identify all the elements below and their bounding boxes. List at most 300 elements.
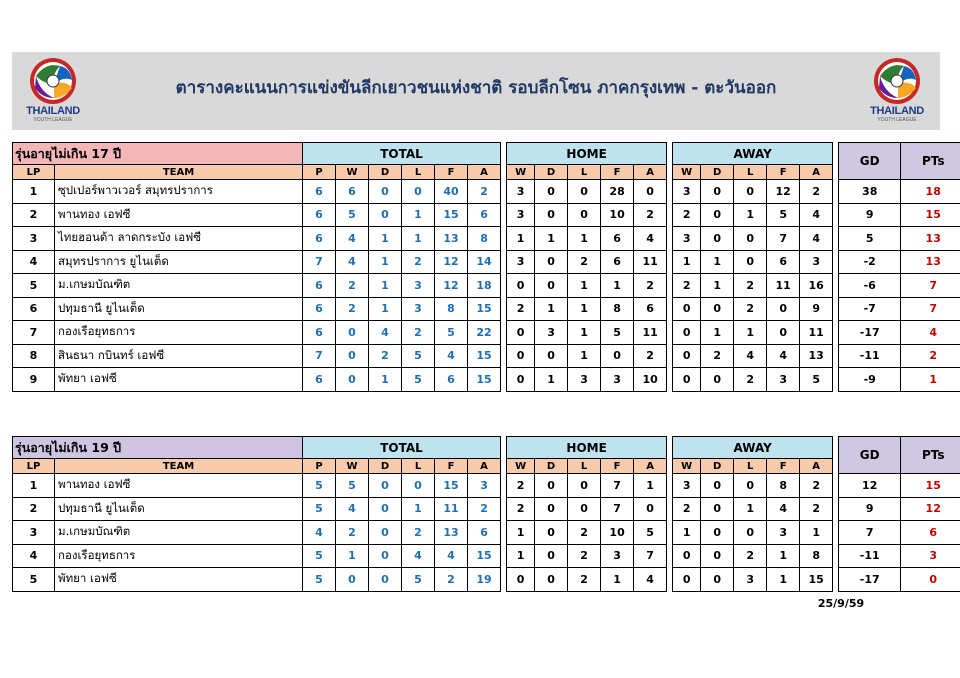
total-stat-cell: 40	[435, 180, 468, 204]
home-stat-cell: 1	[507, 544, 535, 568]
total-stat-cell: 15	[468, 297, 501, 321]
table-row	[13, 344, 960, 368]
points-cell: 7	[901, 274, 960, 298]
col-header: D	[701, 459, 734, 474]
home-stat-cell: 0	[507, 368, 535, 392]
away-stat-cell: 15	[800, 568, 833, 592]
total-stat-cell: 0	[402, 474, 435, 498]
away-stat-cell: 0	[701, 544, 734, 568]
home-stat-cell: 3	[568, 368, 601, 392]
table-row	[13, 274, 960, 298]
rank-cell: 3	[13, 521, 55, 545]
total-stat-cell: 6	[303, 274, 336, 298]
home-stat-cell: 3	[535, 321, 568, 345]
table-row	[13, 474, 960, 498]
total-stat-cell: 4	[303, 521, 336, 545]
away-stat-cell: 4	[800, 227, 833, 251]
total-stat-cell: 2	[336, 521, 369, 545]
team-name-cell: ม.เกษมบัณฑิต	[55, 274, 303, 298]
col-header: A	[468, 459, 501, 474]
total-stat-cell: 1	[402, 227, 435, 251]
total-stat-cell: 6	[336, 180, 369, 204]
away-stat-cell: 0	[673, 297, 701, 321]
home-stat-cell: 2	[568, 568, 601, 592]
lp-header: LP	[13, 459, 55, 474]
total-stat-cell: 2	[435, 568, 468, 592]
total-stat-cell: 22	[468, 321, 501, 345]
total-stat-cell: 0	[369, 497, 402, 521]
total-stat-cell: 12	[435, 250, 468, 274]
home-stat-cell: 3	[507, 180, 535, 204]
home-stat-cell: 4	[634, 227, 667, 251]
away-stat-cell: 2	[701, 344, 734, 368]
away-stat-cell: 1	[701, 321, 734, 345]
total-stat-cell: 3	[468, 474, 501, 498]
col-header: F	[601, 165, 634, 180]
rank-cell: 9	[13, 368, 55, 392]
away-header: AWAY	[673, 437, 833, 459]
total-stat-cell: 15	[468, 368, 501, 392]
goal-difference-cell: 7	[839, 521, 901, 545]
col-header: F	[767, 459, 800, 474]
away-stat-cell: 0	[701, 474, 734, 498]
away-stat-cell: 2	[734, 544, 767, 568]
away-stat-cell: 0	[673, 344, 701, 368]
goal-difference-cell: -17	[839, 321, 901, 345]
total-stat-cell: 4	[369, 321, 402, 345]
away-stat-cell: 1	[800, 521, 833, 545]
total-stat-cell: 5	[336, 474, 369, 498]
away-stat-cell: 4	[800, 203, 833, 227]
home-stat-cell: 0	[568, 180, 601, 204]
away-stat-cell: 1	[767, 544, 800, 568]
away-stat-cell: 0	[701, 180, 734, 204]
team-name-cell: พานทอง เอฟซี	[55, 203, 303, 227]
away-stat-cell: 6	[767, 250, 800, 274]
team-header: TEAM	[55, 459, 303, 474]
away-stat-cell: 1	[673, 521, 701, 545]
total-stat-cell: 13	[435, 521, 468, 545]
total-stat-cell: 5	[303, 568, 336, 592]
total-stat-cell: 2	[336, 274, 369, 298]
rank-cell: 2	[13, 203, 55, 227]
col-header: W	[673, 165, 701, 180]
thailand-youth-league-logo: THAILAND YOUTH LEAGUE	[16, 54, 90, 128]
total-stat-cell: 0	[369, 568, 402, 592]
home-stat-cell: 0	[568, 497, 601, 521]
col-header: P	[303, 459, 336, 474]
home-stat-cell: 2	[568, 250, 601, 274]
home-stat-cell: 0	[507, 568, 535, 592]
col-header: A	[800, 459, 833, 474]
home-stat-cell: 0	[634, 497, 667, 521]
rank-cell: 4	[13, 250, 55, 274]
away-stat-cell: 1	[734, 321, 767, 345]
points-cell: 6	[901, 521, 960, 545]
table-row	[13, 568, 960, 592]
away-stat-cell: 2	[734, 297, 767, 321]
away-stat-cell: 0	[734, 474, 767, 498]
standings-table-u17	[12, 142, 960, 392]
home-stat-cell: 2	[634, 344, 667, 368]
home-stat-cell: 0	[507, 321, 535, 345]
total-stat-cell: 0	[369, 544, 402, 568]
col-header: F	[767, 165, 800, 180]
away-stat-cell: 0	[701, 297, 734, 321]
total-stat-cell: 0	[336, 568, 369, 592]
away-stat-cell: 4	[767, 497, 800, 521]
total-header: TOTAL	[303, 437, 501, 459]
home-stat-cell: 1	[601, 274, 634, 298]
away-stat-cell: 0	[734, 521, 767, 545]
total-stat-cell: 6	[303, 180, 336, 204]
goal-difference-cell: 9	[839, 203, 901, 227]
total-stat-cell: 6	[303, 368, 336, 392]
home-stat-cell: 0	[601, 344, 634, 368]
standings-table-u19	[12, 436, 960, 592]
rank-cell: 1	[13, 474, 55, 498]
total-stat-cell: 0	[336, 321, 369, 345]
away-stat-cell: 3	[673, 227, 701, 251]
away-stat-cell: 4	[767, 344, 800, 368]
total-stat-cell: 1	[369, 297, 402, 321]
team-name-cell: ปทุมธานี ยูไนเต็ด	[55, 497, 303, 521]
total-stat-cell: 19	[468, 568, 501, 592]
col-header: F	[435, 459, 468, 474]
col-header: W	[507, 459, 535, 474]
total-stat-cell: 1	[369, 274, 402, 298]
total-stat-cell: 3	[402, 274, 435, 298]
home-stat-cell: 7	[601, 474, 634, 498]
total-header: TOTAL	[303, 143, 501, 165]
total-stat-cell: 1	[336, 544, 369, 568]
total-stat-cell: 14	[468, 250, 501, 274]
home-stat-cell: 1	[507, 227, 535, 251]
total-stat-cell: 2	[402, 250, 435, 274]
col-header: D	[535, 165, 568, 180]
away-stat-cell: 3	[800, 250, 833, 274]
home-stat-cell: 11	[634, 250, 667, 274]
home-stat-cell: 0	[535, 203, 568, 227]
gd-header: GD	[839, 437, 901, 474]
away-stat-cell: 0	[734, 250, 767, 274]
points-cell: 13	[901, 250, 960, 274]
total-stat-cell: 0	[369, 521, 402, 545]
home-stat-cell: 0	[535, 521, 568, 545]
total-stat-cell: 6	[303, 227, 336, 251]
table-row	[13, 497, 960, 521]
home-stat-cell: 3	[601, 544, 634, 568]
home-stat-cell: 0	[507, 344, 535, 368]
total-stat-cell: 2	[369, 344, 402, 368]
team-name-cell: สินธนา กบินทร์ เอฟซี	[55, 344, 303, 368]
total-stat-cell: 0	[369, 203, 402, 227]
goal-difference-cell: -11	[839, 344, 901, 368]
team-header: TEAM	[55, 165, 303, 180]
col-header: L	[734, 165, 767, 180]
total-stat-cell: 15	[468, 544, 501, 568]
home-stat-cell: 0	[507, 274, 535, 298]
table-row	[13, 180, 960, 204]
home-stat-cell: 0	[535, 180, 568, 204]
away-stat-cell: 2	[673, 274, 701, 298]
away-stat-cell: 3	[673, 180, 701, 204]
away-stat-cell: 0	[673, 321, 701, 345]
away-stat-cell: 1	[767, 568, 800, 592]
home-stat-cell: 2	[507, 497, 535, 521]
home-stat-cell: 0	[535, 274, 568, 298]
col-header: L	[402, 165, 435, 180]
away-stat-cell: 3	[673, 474, 701, 498]
away-stat-cell: 5	[767, 203, 800, 227]
home-stat-cell: 10	[601, 521, 634, 545]
total-stat-cell: 2	[336, 297, 369, 321]
home-stat-cell: 11	[634, 321, 667, 345]
home-stat-cell: 0	[568, 203, 601, 227]
away-stat-cell: 16	[800, 274, 833, 298]
away-stat-cell: 0	[701, 227, 734, 251]
team-name-cell: สมุทรปราการ ยูไนเต็ด	[55, 250, 303, 274]
home-stat-cell: 2	[507, 474, 535, 498]
col-header: W	[507, 165, 535, 180]
total-stat-cell: 4	[336, 497, 369, 521]
total-stat-cell: 8	[468, 227, 501, 251]
away-stat-cell: 1	[701, 250, 734, 274]
total-stat-cell: 4	[435, 544, 468, 568]
home-stat-cell: 1	[568, 227, 601, 251]
away-stat-cell: 12	[767, 180, 800, 204]
points-cell: 3	[901, 544, 960, 568]
home-stat-cell: 3	[507, 250, 535, 274]
home-stat-cell: 2	[507, 297, 535, 321]
home-stat-cell: 8	[601, 297, 634, 321]
col-header: A	[468, 165, 501, 180]
away-stat-cell: 1	[734, 203, 767, 227]
away-stat-cell: 11	[800, 321, 833, 345]
total-stat-cell: 1	[369, 250, 402, 274]
total-stat-cell: 6	[303, 203, 336, 227]
total-stat-cell: 2	[402, 321, 435, 345]
col-header: W	[336, 459, 369, 474]
table-row	[13, 544, 960, 568]
points-cell: 15	[901, 203, 960, 227]
goal-difference-cell: 5	[839, 227, 901, 251]
col-header: W	[336, 165, 369, 180]
total-stat-cell: 4	[402, 544, 435, 568]
away-stat-cell: 4	[734, 344, 767, 368]
home-stat-cell: 0	[535, 568, 568, 592]
home-stat-cell: 5	[601, 321, 634, 345]
away-stat-cell: 0	[734, 180, 767, 204]
total-stat-cell: 5	[336, 203, 369, 227]
away-stat-cell: 11	[767, 274, 800, 298]
table-row	[13, 521, 960, 545]
goal-difference-cell: -17	[839, 568, 901, 592]
table-row	[13, 321, 960, 345]
goal-difference-cell: -7	[839, 297, 901, 321]
total-stat-cell: 4	[336, 250, 369, 274]
home-stat-cell: 1	[568, 274, 601, 298]
points-cell: 15	[901, 474, 960, 498]
home-stat-cell: 10	[634, 368, 667, 392]
total-stat-cell: 5	[402, 568, 435, 592]
col-header: D	[369, 459, 402, 474]
rank-cell: 2	[13, 497, 55, 521]
home-stat-cell: 1	[601, 568, 634, 592]
total-stat-cell: 15	[435, 474, 468, 498]
away-stat-cell: 8	[767, 474, 800, 498]
rank-cell: 8	[13, 344, 55, 368]
col-header: D	[369, 165, 402, 180]
col-header: F	[601, 459, 634, 474]
total-stat-cell: 18	[468, 274, 501, 298]
rank-cell: 3	[13, 227, 55, 251]
total-stat-cell: 1	[402, 497, 435, 521]
away-stat-cell: 0	[673, 368, 701, 392]
table-row	[13, 368, 960, 392]
gd-header: GD	[839, 143, 901, 180]
total-stat-cell: 0	[336, 368, 369, 392]
total-stat-cell: 0	[369, 180, 402, 204]
home-stat-cell: 2	[568, 521, 601, 545]
home-stat-cell: 0	[535, 497, 568, 521]
total-stat-cell: 2	[402, 521, 435, 545]
home-header: HOME	[507, 143, 667, 165]
home-stat-cell: 1	[535, 227, 568, 251]
points-cell: 12	[901, 497, 960, 521]
away-stat-cell: 1	[673, 250, 701, 274]
points-cell: 1	[901, 368, 960, 392]
away-stat-cell: 1	[701, 274, 734, 298]
col-header: A	[634, 165, 667, 180]
home-stat-cell: 2	[634, 203, 667, 227]
goal-difference-cell: 12	[839, 474, 901, 498]
total-stat-cell: 13	[435, 227, 468, 251]
rank-cell: 7	[13, 321, 55, 345]
home-stat-cell: 1	[535, 297, 568, 321]
total-stat-cell: 5	[435, 321, 468, 345]
home-stat-cell: 2	[568, 544, 601, 568]
points-cell: 7	[901, 297, 960, 321]
table-row	[13, 203, 960, 227]
away-stat-cell: 0	[701, 368, 734, 392]
total-stat-cell: 3	[402, 297, 435, 321]
age-group-title: รุ่นอายุไม่เกิน 17 ปี	[13, 143, 303, 165]
away-stat-cell: 2	[673, 203, 701, 227]
col-header: L	[568, 165, 601, 180]
update-date: 25/9/59	[817, 597, 865, 610]
away-stat-cell: 8	[800, 544, 833, 568]
home-stat-cell: 4	[634, 568, 667, 592]
total-stat-cell: 1	[402, 203, 435, 227]
points-cell: 0	[901, 568, 960, 592]
home-stat-cell: 0	[535, 250, 568, 274]
rank-cell: 1	[13, 180, 55, 204]
away-stat-cell: 0	[701, 521, 734, 545]
away-stat-cell: 2	[800, 180, 833, 204]
home-stat-cell: 10	[601, 203, 634, 227]
home-stat-cell: 1	[568, 344, 601, 368]
home-stat-cell: 1	[568, 321, 601, 345]
total-stat-cell: 15	[468, 344, 501, 368]
total-stat-cell: 5	[303, 474, 336, 498]
table-row	[13, 227, 960, 251]
total-stat-cell: 2	[468, 497, 501, 521]
thailand-youth-league-logo: THAILAND YOUTH LEAGUE	[860, 54, 934, 128]
away-stat-cell: 3	[767, 368, 800, 392]
total-stat-cell: 12	[435, 274, 468, 298]
age-group-title: รุ่นอายุไม่เกิน 19 ปี	[13, 437, 303, 459]
home-stat-cell: 28	[601, 180, 634, 204]
away-stat-cell: 0	[673, 568, 701, 592]
home-stat-cell: 1	[535, 368, 568, 392]
total-stat-cell: 6	[468, 521, 501, 545]
away-stat-cell: 3	[767, 521, 800, 545]
home-stat-cell: 0	[535, 344, 568, 368]
rank-cell: 5	[13, 568, 55, 592]
page-title: ตารางคะแนนการแข่งขันลีกเยาวชนแห่งชาติ รอบลีกโซน ภาคกรุงเทพ - ตะวันออก	[175, 78, 777, 98]
home-stat-cell: 7	[601, 497, 634, 521]
lp-header: LP	[13, 165, 55, 180]
away-stat-cell: 2	[800, 497, 833, 521]
total-stat-cell: 1	[369, 227, 402, 251]
goal-difference-cell: -11	[839, 544, 901, 568]
team-name-cell: กองเรือยุทธการ	[55, 321, 303, 345]
total-stat-cell: 5	[303, 497, 336, 521]
team-name-cell: ม.เกษมบัณฑิต	[55, 521, 303, 545]
rank-cell: 5	[13, 274, 55, 298]
away-header: AWAY	[673, 143, 833, 165]
home-stat-cell: 0	[568, 474, 601, 498]
away-stat-cell: 2	[800, 474, 833, 498]
team-name-cell: พัทยา เอฟซี	[55, 368, 303, 392]
total-stat-cell: 2	[468, 180, 501, 204]
away-stat-cell: 9	[800, 297, 833, 321]
col-header: D	[701, 165, 734, 180]
away-stat-cell: 2	[673, 497, 701, 521]
home-stat-cell: 3	[601, 368, 634, 392]
team-name-cell: กองเรือยุทธการ	[55, 544, 303, 568]
total-stat-cell: 7	[303, 344, 336, 368]
away-stat-cell: 0	[701, 203, 734, 227]
total-stat-cell: 0	[336, 344, 369, 368]
home-stat-cell: 1	[568, 297, 601, 321]
rank-cell: 4	[13, 544, 55, 568]
away-stat-cell: 0	[767, 297, 800, 321]
goal-difference-cell: -9	[839, 368, 901, 392]
pts-header: PTs	[901, 437, 960, 474]
away-stat-cell: 0	[767, 321, 800, 345]
away-stat-cell: 2	[734, 368, 767, 392]
col-header: L	[568, 459, 601, 474]
total-stat-cell: 5	[402, 344, 435, 368]
total-stat-cell: 0	[369, 474, 402, 498]
total-stat-cell: 6	[303, 297, 336, 321]
total-stat-cell: 6	[303, 321, 336, 345]
total-stat-cell: 7	[303, 250, 336, 274]
col-header: L	[402, 459, 435, 474]
away-stat-cell: 3	[734, 568, 767, 592]
away-stat-cell: 13	[800, 344, 833, 368]
col-header: A	[634, 459, 667, 474]
rank-cell: 6	[13, 297, 55, 321]
team-name-cell: พานทอง เอฟซี	[55, 474, 303, 498]
home-stat-cell: 0	[535, 544, 568, 568]
col-header: F	[435, 165, 468, 180]
home-header: HOME	[507, 437, 667, 459]
total-stat-cell: 4	[336, 227, 369, 251]
away-stat-cell: 2	[734, 274, 767, 298]
